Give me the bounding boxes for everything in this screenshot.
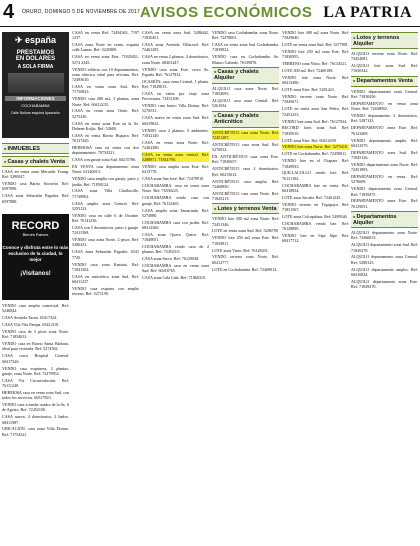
category-heading: ■ Casas y chalets Alquiler (212, 67, 279, 84)
classified-ad: VENDO departamento zona Central. Ref: 71830456. (351, 88, 418, 100)
classified-column-1-lower (2, 303, 69, 543)
category-heading: ■ Departamentos Alquiler (351, 211, 418, 228)
classified-ad: CASA en venta zona Este en la Av. Dehene Kuljis. Ref: 52600. (72, 120, 139, 131)
classified-ad: VENDO casa zona Este, cerca Av. España. Ref: 76127832. (142, 66, 209, 77)
classified-ad: COCHABAMBA lote en venta. Ref: 60418834. (282, 182, 349, 193)
classified-ad: ALQUILO lote zona Sud. Ref: 71830342. (351, 63, 418, 74)
classified-ad: CASA zona Cala Cala. Ref: 71866310. (142, 275, 207, 281)
classified-ad: EN VENTA casa departamento zona Norte. 61240013. (72, 164, 139, 175)
espana-ad-line: PRESTAMOS (16, 50, 55, 56)
ad-photo (8, 73, 64, 93)
classified-ad: RECORD lotes zona Sud. Ref: 71830910. (282, 125, 349, 136)
classified-ad: VENDO casa barrio Villa Dorina. Ref: 5276531. (142, 103, 209, 114)
classified-ad: EN ANTICRÉTICO casa zona Este. Ref: 71830657. (212, 154, 279, 165)
newspaper-name: LA PATRIA (323, 4, 412, 21)
classified-ad: COCHABAMBA vendo lote. Ref: 76128890. (282, 220, 349, 232)
classified-ad: LOTE zona Vinto. Ref: 76128431. (212, 247, 269, 253)
espana-ad-line: Calle Bolívar esquina Ayacucho (10, 111, 61, 115)
classified-column-1 (2, 141, 69, 211)
espana-ad-line: INFORMACIONES (5, 96, 66, 101)
record-ad-line: ¡Visítanos! (20, 271, 51, 277)
classified-ad: CASA con 5 dormitorios, patio y garaje. 72411569. (72, 225, 139, 236)
classified-ad: CASA cerca Hospital General. 60417326. (2, 353, 69, 364)
classified-ad: CASA nueva en venta zona Sud. Ref: 60419822. (142, 115, 209, 126)
classified-ad: VENDO terreno zona Norte. Ref: 71845671. (282, 94, 349, 105)
classified-ad: OCASIÓN: casa zona Central, 1 planta. Ref: 71829013. (142, 78, 209, 90)
classified-ad: ALQUILO departamento amplio. Ref: 60416834. (351, 266, 418, 277)
classified-ad: CASA en venta por viaje zona Ferroviaria. 72451200. (142, 90, 209, 102)
section-title: AVISOS ECONÓMICOS (140, 4, 313, 21)
classified-ad: VENDO terreno zona Norte. Ref: 60412777. (212, 254, 279, 265)
classified-ad: COCHABAMBA casa en venta zona Sud. Ref: 60418765. (142, 263, 209, 274)
espana-ad (2, 32, 69, 138)
classified-ad: CASA en venta zona Sud Cochabamba. 71839922. (212, 42, 279, 53)
classified-ad: VENDO casa Cochabamba, zona Norte. Ref: 72478001. (212, 30, 279, 41)
classified-column-3 (142, 30, 209, 542)
classified-ad: COCHABAMBA: casa en venta zona Norte. Ref: 71830225. (142, 183, 209, 194)
classified-ad: CASA en venta zona Sud. 5286442. 71830451. (142, 30, 209, 41)
classified-ad: VENDO casa a media cuadra de la Av. 6 de Agosto. Ref: 72452100. (2, 402, 69, 413)
classified-ad: VENDO departamento amplio. Ref: 60412579. (351, 137, 418, 148)
classified-ad: VENDO casa amplia comercial. Ref: 5246842. (2, 303, 69, 314)
espana-logo: ✈ españa (14, 35, 57, 45)
classified-ad: VENDO casa esquinera, 2 plantas, garaje, zona Norte. Ref: 72479852. (2, 365, 69, 376)
category-heading: ■ INMUEBLES (2, 143, 69, 154)
classified-ad: CASA Avenida Tacna. 65417324. (2, 315, 58, 321)
classified-ad: LOTE zona Colcapirhua. Ref: 5289340. (282, 213, 348, 219)
classified-ad: ANTICRÉTICO casa amplia. Ref: 72468850. (212, 178, 279, 189)
classified-ad: VENDO departamento 3 dormitorios. Ref: 5287123. (351, 113, 418, 124)
category-heading: ■ Departamentos Venta (351, 76, 418, 87)
classified-ad: QUILLACOLLO vendo lote. Ref: 76131102. (282, 170, 349, 181)
page-number: 4 (3, 1, 15, 23)
classified-ad: DEPARTAMENTO en venta. Ref: 5276609. (351, 174, 418, 185)
classified-ad: LOTE 300 m2. Ref: 72460188. (282, 68, 334, 74)
classified-ad: ALQUILO departamento zona Norte. Ref: 72466013. (351, 230, 418, 241)
classified-ad: ANTICRÉTICO casa zona Sud. Ref: 5276812. (212, 141, 279, 153)
classified-ad: CASA en anticrético zona Sud. Ref: 60411237. (72, 273, 139, 285)
classified-ad: LOTE zona Este. Ref: 5281423. (282, 87, 335, 93)
espana-ad-line: A SOLA FIRMA (17, 64, 54, 70)
classified-ad: VENDO lote 250 m2 zona Este. Ref: 71830955. (282, 49, 349, 60)
record-ad (2, 214, 69, 300)
classified-ad: VENDO lote zona Norte. Ref: 5275418. (282, 144, 349, 150)
classified-ad: CASA zona Avenida Villarroel. Ref: 72461285. (142, 42, 209, 53)
classified-ad: VENDO lote en el Chapare. Ref: 71849933. (282, 158, 349, 169)
record-ad-line: Bienes Raíces (22, 232, 49, 237)
classified-column-6 (351, 30, 418, 542)
classified-ad: LOTE en venta zona Sud. Ref: 5286790. (212, 228, 279, 234)
classified-ad: VENDO departamento zona Central. Ref: 71839475. (351, 186, 418, 197)
classified-ad: VENDO lote zona Sud. Ref: 76127034. (282, 118, 348, 124)
classified-ad: HERMOSA casa en venta con dos departamentos. 70754321. (72, 144, 139, 156)
classified-ad: VENDO casa de 3 pisos zona Norte. Ref: 71854631. (2, 328, 69, 340)
classified-ad: ANTICRÉTICO casa 2 dormitorios. Ref: 60415612. (212, 166, 279, 177)
classified-ad: COCHABAMBA vendo casa de 2 plantas. Ref: 72452311. (142, 244, 209, 255)
classified-ad: CASA en venta 2 plantas, 4 dormitorios, zona Norte. 68401247. (142, 54, 209, 65)
classified-ad: ALQUILO casa zona Norte. Ref: 71854093. (212, 85, 279, 97)
classified-ad: CASA zona Villa Challacollo. 71748902. (72, 188, 139, 199)
page-header (0, 0, 420, 27)
classified-ad: CASA zona Norte en venta, esquina calle Lamas. Ref: 5245800. (72, 42, 139, 53)
classified-ad: CASA amplia zona Central. Ref: 5255123. (72, 200, 139, 211)
classified-column-2 (72, 30, 139, 542)
classified-ad: VENDO terreno en Tiquipaya. Ref: 71831567. (282, 201, 349, 212)
classified-ad: CASA nueva, 4 dormitorios, 2 baños. 68411987. (2, 414, 69, 425)
classified-ad: DEPARTAMENTO zona Sud. Ref: 71845126. (351, 149, 418, 161)
classified-ad: UBICACIÓN: casa zona Villa Dorina. Ref: 71754321. (2, 426, 69, 437)
classified-ad: VENDO casa zona Kantuta. Ref: 71841302. (72, 261, 139, 272)
record-ad-line: Conoce y disfruta entre lo más exclusivo de la ciudad, lo mejor (2, 245, 69, 262)
classified-ad: TERRENO zona Vinto. Ref: 76134521. (282, 61, 348, 67)
record-logo: RECORD (11, 220, 60, 232)
classified-ad: CASA en venta Barrio Huajara. Ref: 76137420. (72, 132, 139, 144)
classified-ad: COCHABAMBA vendo casa con garaje. Ref: 76123465. (142, 195, 209, 206)
classified-ad: LOTE en Cochabamba. Ref: 72469014. (212, 266, 278, 272)
classified-ad: VENDO casa amplia zona Este. Ref: 6413778. (142, 164, 209, 175)
classified-ad: VENDO casa en Cochabamba Av. Blanco Galindo. 76139876. (212, 54, 279, 65)
classified-ad: ALQUILO terreno zona Norte. Ref: 72454081. (351, 51, 418, 62)
classified-ad: CASA en venta zona central. Ref: 5288871. 71841790. (142, 151, 209, 163)
classified-ad: ALQUILO departamento zona Central. Ref: 5288125. (351, 254, 418, 265)
classified-ad: ALQUILO departamento zona Sud. Ref: 71830278. (351, 242, 418, 253)
classified-ad: CASA en venta zona Este. 71820451, 5274 2345. (72, 54, 139, 65)
category-heading: ■ Casas y chalets Venta (2, 156, 69, 167)
classified-ad: CASA Vila Vila Pampa. 65412101. (2, 322, 60, 328)
classified-column-5 (282, 30, 349, 542)
classified-ad: CASA en venta Ref: 72494363, 7197 1237. (72, 30, 139, 41)
classified-ad: VENDO edificio con 10 departamentos, zona céntrica, ideal para oficinas. Ref: 72495610. (72, 66, 139, 83)
classified-ad: VENDO casa en Barrio Santa Bárbara, ideal para vivienda. Ref: 5274562. (2, 341, 69, 352)
classified-ad: DEPARTAMENTO zona Este. Ref: 76129031. (351, 198, 418, 209)
classified-ad: VENDO lote 400 m2 zona Norte. Ref: 71829040. (282, 30, 349, 41)
classified-ad: VENDO casa zona Norte, 2 pisos. Ref: 5286431. (72, 237, 139, 248)
classified-ad: ANTICRÉTICO casa zona Norte. Ref: 72451287. (212, 129, 279, 141)
classified-ad: CASA zona Sebastián Pagador. Ref: 6597880. (2, 193, 69, 204)
classified-ad: VENDO lote 300 m2 zona Norte. Ref: 72451346. (212, 216, 279, 227)
classified-ad: DEPARTAMENTO en venta zona Norte. Ref: 72468902. (351, 100, 418, 112)
category-heading: ■ Lotes y terrenos Alquiler (351, 32, 418, 49)
category-heading: ■ Lotes y terrenos Venta (212, 203, 279, 214)
classified-ad: LOTE en venta zona Sud. Ref: 5277801. (282, 42, 349, 48)
classified-ad: CASA zona San José. Ref: 72478910. (142, 176, 205, 182)
classified-ad: CASA en venta zona Norte. Ref: 72462380. (142, 139, 209, 150)
classified-ad: ALQUILO departamento zona Este. Ref: 71849270. (351, 278, 418, 290)
classified-ad: VENDO departamento zona Norte. Ref: 72451893. (351, 161, 418, 173)
classified-ad: VENDO casa 280 m2, 3 plantas, zona Norte. Ref: 60412233. (72, 96, 139, 107)
classified-ad: VENDO lote 250 m2 zona Este. Ref: 71839811. (212, 235, 279, 246)
classified-ad: VENDO casa Barrio Socavón. Ref: 6597890. (2, 181, 69, 192)
classified-ad: ALQUILO casa zona Central. Ref: 5261034. (212, 98, 279, 109)
category-heading: ■ Casas y chalets Anticrético (212, 111, 279, 128)
classified-ad: CASA en venta zona Mercado Young. Ref: 5290047. (2, 169, 69, 180)
dateline: ORURO, DOMINGO 5 DE NOVIEMBRE DE 2017 (22, 9, 140, 15)
classified-ad: CASA en venta zona Oeste. Ref: 5275230. (72, 108, 139, 119)
classified-ad: LOTE zona Sacaba. Ref: 72461245. (282, 194, 342, 200)
classified-ad: LOTE zona Este. Ref: 60412038. (282, 137, 337, 143)
classified-ad: CASA zona Sarco. Ref: 76129048. (142, 256, 200, 262)
classified-ad: CASA zona Queru Queru. Ref: 71849051. (142, 231, 209, 243)
classified-ad: LOTE en Cochabamba. Ref: 72458811. (282, 151, 348, 157)
classified-column-4 (212, 30, 279, 542)
classified-ad: HERMOSA casa en venta zona Sud, con todos los servicios. 66517823. (2, 389, 69, 401)
espana-ad-line: EN DOLARES (15, 56, 56, 62)
classified-ad: VENDO casa esquina con amplio terreno. Ref: 5271190. (72, 285, 139, 297)
classified-ad: DEPARTAMENTO zona Este. Ref: 76123408. (351, 125, 418, 136)
classified-ad: VENDO casa amplia con garaje, patio y jardín. Ref: 71830124. (72, 176, 139, 187)
classified-ad: CASA en venta zona Sud, Ref: 71756823. (72, 84, 139, 95)
classified-ad: COCHABAMBA casa con jardín, Ref: 68412360. (142, 219, 209, 230)
classified-ad: CASA con garaje zona Sud. 60215786. (72, 157, 137, 163)
classified-ad: CASA amplia zona Tamarindo. Ref: 5274980. (142, 207, 209, 218)
classified-ad: CASA Vía Circunvalación. Ref: 76111240. (2, 377, 69, 389)
espana-ad-line: COCHABAMBA (21, 103, 50, 108)
classified-ad: VENDO casa en calle 6 de Octubre. Ref: 76141236. (72, 212, 139, 224)
classified-ad: ANTICRÉTICO casa zona Norte. Ref: 71845213. (212, 190, 279, 201)
classified-ad: LOTE en venta zona San Pedro. Ref: 72452233. (282, 106, 349, 117)
classified-ad: VENDO lote en Sipe Sipe. Ref: 60417712. (282, 232, 349, 244)
classified-ad: VENDO lote zona Norte. Ref: 60413490. (282, 75, 349, 86)
classified-ad: CASA zona Sebastián Pagador. 6541 7745. (72, 249, 139, 260)
classified-ad: VENDO casa 2 plantas, 5 ambientes. 71832140. (142, 127, 209, 138)
